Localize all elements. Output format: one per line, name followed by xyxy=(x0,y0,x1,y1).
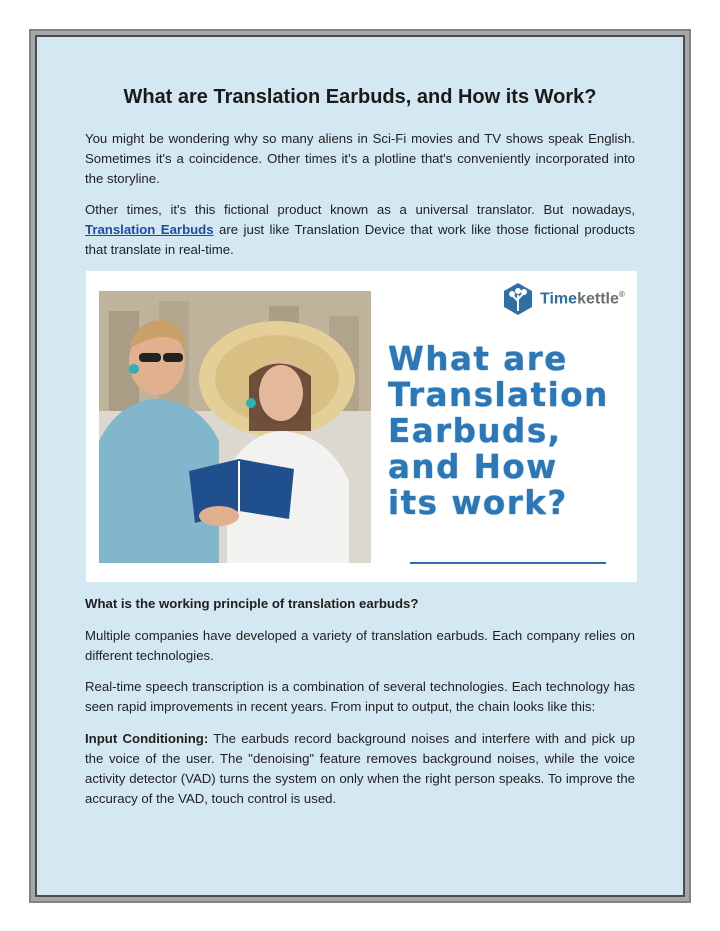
section-heading: What is the working principle of translation earbuds? xyxy=(85,596,419,611)
hero-line: and How xyxy=(388,448,558,486)
brand-suffix: kettle xyxy=(577,290,619,308)
hero-line: its work? xyxy=(388,484,568,522)
registered-mark: ® xyxy=(618,289,625,299)
intro-p2-before: Other times, it's this fictional product known as a universal translator. But nowadays, xyxy=(85,202,635,217)
section-paragraph-2: Real-time speech transcription is a combination of several technologies. Each technology has seen rapid improvements in recent years. From input to output, the chain looks like this: xyxy=(85,679,635,714)
section-paragraph-3 xyxy=(85,729,635,809)
couple-photo xyxy=(99,291,371,563)
brand-name xyxy=(540,290,625,308)
brand-prefix: Time xyxy=(540,290,578,308)
hero-image xyxy=(86,271,637,582)
intro-paragraph-2 xyxy=(85,200,635,260)
hero-line: Translation xyxy=(388,376,609,414)
page-title: What are Translation Earbuds, and How its Work? xyxy=(123,86,597,108)
section-paragraph-1: Multiple companies have developed a variety of translation earbuds. Each company relies on different technologies. xyxy=(85,628,635,663)
hero-line: What are xyxy=(388,340,568,378)
intro-paragraph-1: You might be wondering why so many aliens in Sci-Fi movies and TV shows speak English. Sometimes it's a coincidence. Other times it's a plotline that's conveniently incorporated into the storyline. xyxy=(85,131,635,186)
input-conditioning-text: The earbuds record background noises and interfere with and pick up the voice of the user. The "denoising" feature removes background noises, while the voice activity detector (VAD) turns the system on only when the right person speaks. To improve the accuracy of the VAD, touch control is used. xyxy=(85,731,635,806)
timekettle-tree-icon xyxy=(502,281,534,317)
input-conditioning-label: Input Conditioning: xyxy=(85,731,209,746)
couple-illustration xyxy=(99,291,371,563)
hero-line: Earbuds, xyxy=(388,412,562,450)
timekettle-logo xyxy=(502,279,625,319)
intro-p2-after: are just like Translation Device that work like those fictional products that translate in real-time. xyxy=(85,222,636,257)
hero-divider xyxy=(410,562,606,564)
translation-earbuds-link[interactable]: Translation Earbuds xyxy=(85,222,214,237)
hero-headline xyxy=(388,341,633,521)
